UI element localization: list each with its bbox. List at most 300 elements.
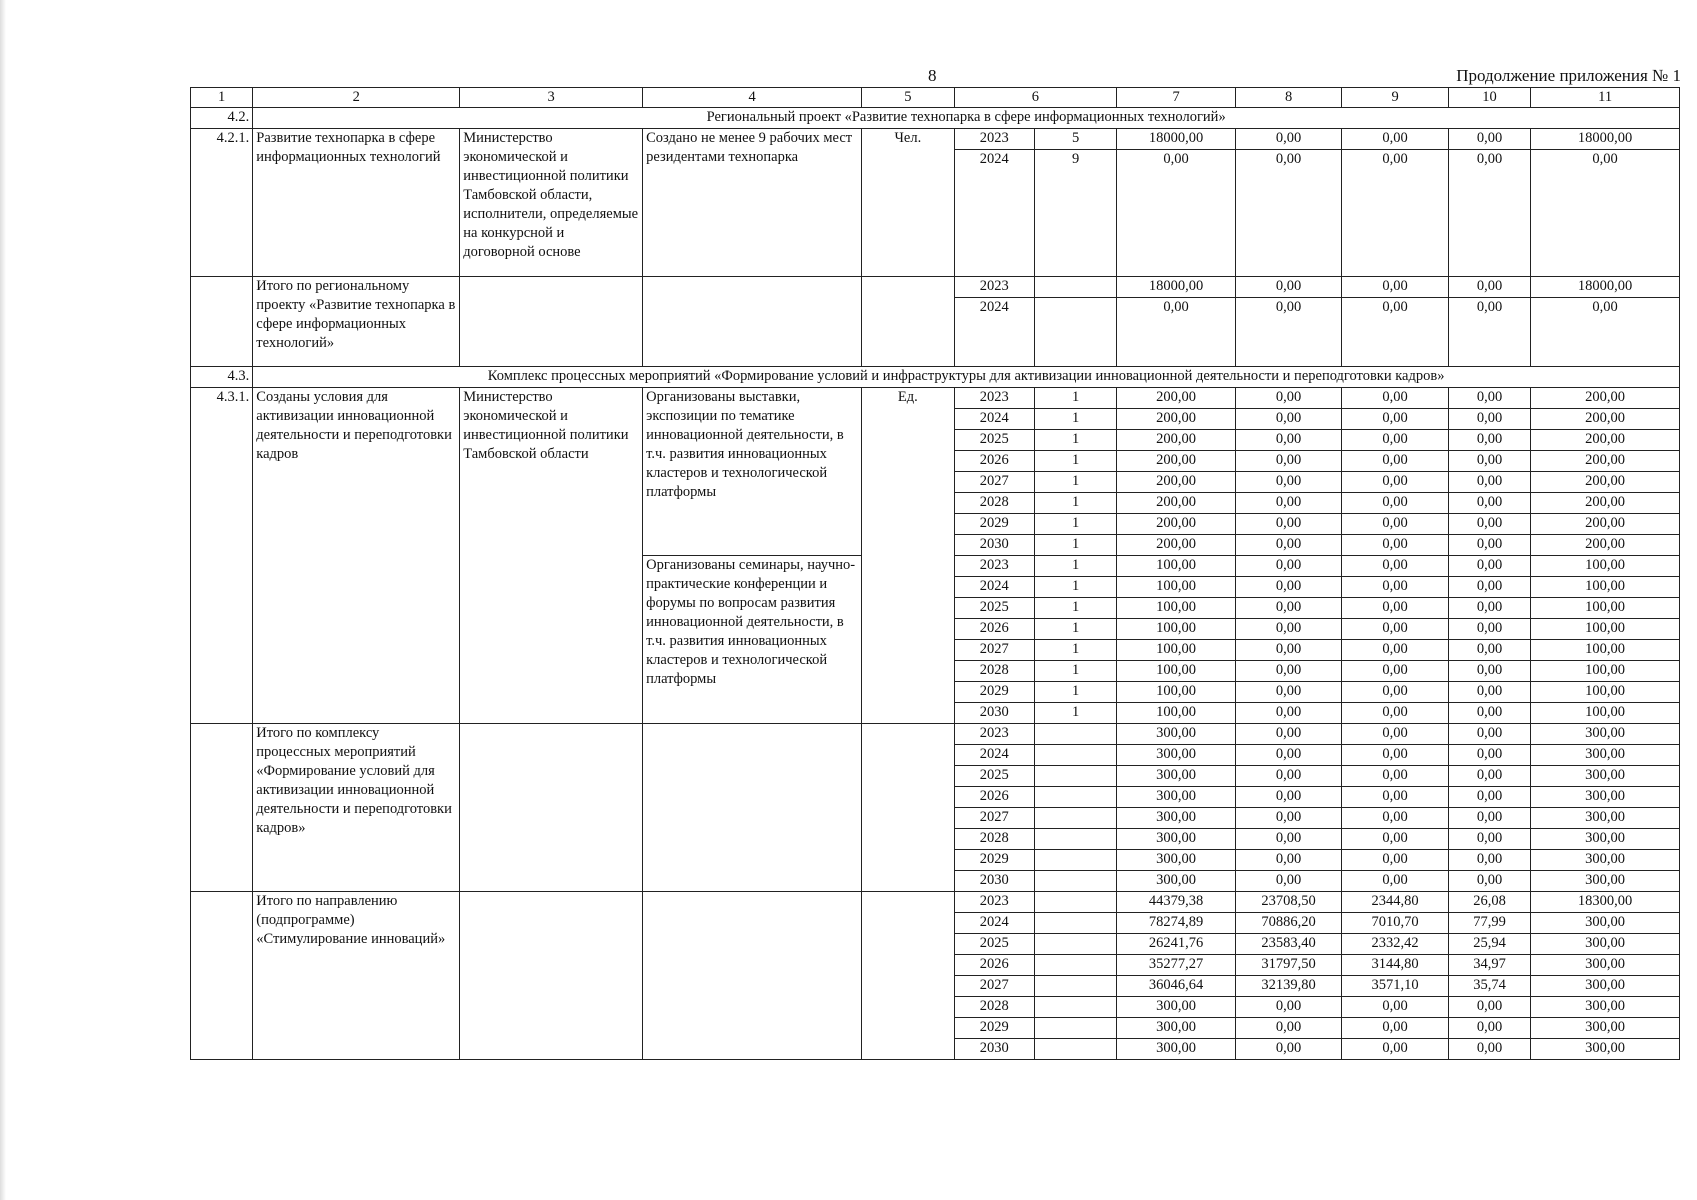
measure-name: Развитие технопарка в сфере информационных технологий [253, 129, 460, 277]
row-number: 4.3.1. [191, 388, 253, 724]
page-number: 8 [928, 66, 937, 85]
year-cell: 2024 [954, 298, 1034, 367]
indicator-value-cell: 1 [1034, 472, 1116, 493]
amount-cell: 0,00 [1448, 724, 1530, 745]
amount-cell: 0,00 [1342, 997, 1449, 1018]
amount-cell: 100,00 [1117, 640, 1236, 661]
amount-cell: 0,00 [1448, 745, 1530, 766]
amount-cell: 0,00 [1448, 451, 1530, 472]
amount-cell: 77,99 [1448, 913, 1530, 934]
amount-cell: 0,00 [1342, 150, 1449, 277]
amount-cell: 300,00 [1531, 1018, 1680, 1039]
amount-cell: 0,00 [1342, 640, 1449, 661]
amount-cell: 3144,80 [1342, 955, 1449, 976]
amount-cell: 100,00 [1117, 577, 1236, 598]
amount-cell: 0,00 [1235, 850, 1342, 871]
indicator-value-cell: 1 [1034, 556, 1116, 577]
amount-cell: 300,00 [1531, 934, 1680, 955]
amount-cell: 2344,80 [1342, 892, 1449, 913]
row-number: 4.2.1. [191, 129, 253, 277]
amount-cell: 200,00 [1117, 535, 1236, 556]
amount-cell: 0,00 [1117, 298, 1236, 367]
amount-cell: 200,00 [1531, 409, 1680, 430]
indicator-value-cell [1034, 913, 1116, 934]
amount-cell: 0,00 [1235, 619, 1342, 640]
amount-cell: 0,00 [1342, 577, 1449, 598]
indicator-value-cell [1034, 850, 1116, 871]
amount-cell: 300,00 [1531, 766, 1680, 787]
amount-cell: 0,00 [1235, 472, 1342, 493]
amount-cell: 0,00 [1448, 640, 1530, 661]
amount-cell: 0,00 [1448, 787, 1530, 808]
amount-cell: 0,00 [1342, 129, 1449, 150]
year-cell: 2028 [954, 997, 1034, 1018]
year-cell: 2029 [954, 514, 1034, 535]
amount-cell: 0,00 [1342, 598, 1449, 619]
amount-cell: 0,00 [1448, 129, 1530, 150]
amount-cell: 300,00 [1531, 955, 1680, 976]
column-header: 6 [954, 88, 1117, 108]
amount-cell: 100,00 [1117, 619, 1236, 640]
amount-cell: 35277,27 [1117, 955, 1236, 976]
amount-cell: 0,00 [1342, 298, 1449, 367]
amount-cell: 200,00 [1531, 514, 1680, 535]
amount-cell: 18300,00 [1531, 892, 1680, 913]
amount-cell: 0,00 [1342, 661, 1449, 682]
amount-cell: 0,00 [1531, 298, 1680, 367]
column-header: 3 [460, 88, 643, 108]
total-name: Итого по направлению (подпрограмме) «Стимулирование инноваций» [253, 892, 460, 1060]
amount-cell: 100,00 [1531, 703, 1680, 724]
amount-cell: 200,00 [1117, 514, 1236, 535]
executor: Министерство экономической и инвестиционной политики Тамбовской области, исполнители, определяемые на конкурсной и договорной основе [460, 129, 643, 277]
year-cell: 2024 [954, 150, 1034, 277]
amount-cell: 0,00 [1448, 766, 1530, 787]
amount-cell: 300,00 [1531, 976, 1680, 997]
year-cell: 2025 [954, 430, 1034, 451]
amount-cell: 0,00 [1342, 766, 1449, 787]
year-cell: 2025 [954, 766, 1034, 787]
amount-cell: 300,00 [1531, 787, 1680, 808]
amount-cell: 0,00 [1235, 409, 1342, 430]
section-number: 4.2. [191, 108, 253, 129]
empty-cell [643, 724, 862, 892]
amount-cell: 200,00 [1117, 409, 1236, 430]
year-cell: 2027 [954, 808, 1034, 829]
section-number: 4.3. [191, 367, 253, 388]
year-cell: 2027 [954, 640, 1034, 661]
amount-cell: 100,00 [1531, 577, 1680, 598]
indicator-value-cell: 1 [1034, 535, 1116, 556]
year-cell: 2027 [954, 472, 1034, 493]
amount-cell: 0,00 [1235, 1018, 1342, 1039]
amount-cell: 0,00 [1235, 577, 1342, 598]
amount-cell: 31797,50 [1235, 955, 1342, 976]
amount-cell: 300,00 [1117, 1039, 1236, 1060]
amount-cell: 0,00 [1448, 1018, 1530, 1039]
amount-cell: 100,00 [1531, 619, 1680, 640]
indicator-value-cell: 1 [1034, 388, 1116, 409]
amount-cell: 0,00 [1342, 808, 1449, 829]
total-row [191, 277, 1680, 298]
amount-cell: 0,00 [1342, 451, 1449, 472]
amount-cell: 0,00 [1235, 493, 1342, 514]
amount-cell: 0,00 [1448, 277, 1530, 298]
amount-cell: 0,00 [1235, 430, 1342, 451]
amount-cell: 0,00 [1448, 298, 1530, 367]
amount-cell: 300,00 [1117, 745, 1236, 766]
amount-cell: 0,00 [1448, 661, 1530, 682]
amount-cell: 23583,40 [1235, 934, 1342, 955]
measure-name: Созданы условия для активизации инновационной деятельности и переподготовки кадров [253, 388, 460, 724]
year-cell: 2026 [954, 451, 1034, 472]
amount-cell: 0,00 [1342, 409, 1449, 430]
amount-cell: 18000,00 [1117, 277, 1236, 298]
amount-cell: 0,00 [1342, 1039, 1449, 1060]
indicator-value-cell: 1 [1034, 409, 1116, 430]
amount-cell: 300,00 [1531, 871, 1680, 892]
amount-cell: 0,00 [1448, 997, 1530, 1018]
amount-cell: 300,00 [1531, 808, 1680, 829]
amount-cell: 0,00 [1235, 808, 1342, 829]
unit: Ед. [862, 388, 954, 724]
indicator-value-cell [1034, 766, 1116, 787]
amount-cell: 300,00 [1117, 1018, 1236, 1039]
amount-cell: 0,00 [1448, 850, 1530, 871]
executor: Министерство экономической и инвестиционной политики Тамбовской области [460, 388, 643, 724]
amount-cell: 26241,76 [1117, 934, 1236, 955]
year-cell: 2026 [954, 787, 1034, 808]
amount-cell: 70886,20 [1235, 913, 1342, 934]
appendix-note: Продолжение приложения № 1 [1456, 66, 1681, 85]
section-title: Комплекс процессных мероприятий «Формирование условий и инфраструктуры для активизации инновационной деятельности и переподготовки кадров» [253, 367, 1680, 388]
column-header: 8 [1235, 88, 1342, 108]
amount-cell: 3571,10 [1342, 976, 1449, 997]
column-header: 7 [1117, 88, 1236, 108]
amount-cell: 0,00 [1448, 556, 1530, 577]
amount-cell: 0,00 [1235, 556, 1342, 577]
empty-cell [643, 277, 862, 367]
amount-cell: 100,00 [1531, 640, 1680, 661]
year-cell: 2023 [954, 724, 1034, 745]
empty-cell [862, 277, 954, 367]
amount-cell: 100,00 [1117, 661, 1236, 682]
indicator-value-cell: 1 [1034, 619, 1116, 640]
amount-cell: 300,00 [1117, 787, 1236, 808]
indicator-value-cell [1034, 892, 1116, 913]
empty-cell [460, 892, 643, 1060]
year-cell: 2029 [954, 1018, 1034, 1039]
amount-cell: 0,00 [1448, 514, 1530, 535]
amount-cell: 0,00 [1235, 724, 1342, 745]
amount-cell: 100,00 [1117, 682, 1236, 703]
amount-cell: 0,00 [1342, 871, 1449, 892]
year-cell: 2026 [954, 619, 1034, 640]
amount-cell: 200,00 [1117, 493, 1236, 514]
budget-table [190, 87, 1680, 1060]
amount-cell: 100,00 [1531, 556, 1680, 577]
amount-cell: 0,00 [1531, 150, 1680, 277]
amount-cell: 0,00 [1235, 997, 1342, 1018]
indicator-value-cell: 1 [1034, 514, 1116, 535]
amount-cell: 0,00 [1448, 808, 1530, 829]
amount-cell: 0,00 [1235, 514, 1342, 535]
amount-cell: 0,00 [1235, 1039, 1342, 1060]
amount-cell: 0,00 [1342, 556, 1449, 577]
amount-cell: 0,00 [1448, 493, 1530, 514]
year-cell: 2023 [954, 129, 1034, 150]
year-cell: 2026 [954, 955, 1034, 976]
amount-cell: 300,00 [1531, 724, 1680, 745]
amount-cell: 0,00 [1235, 829, 1342, 850]
indicator-value-cell [1034, 871, 1116, 892]
amount-cell: 200,00 [1531, 388, 1680, 409]
amount-cell: 200,00 [1117, 472, 1236, 493]
indicator-value-cell: 9 [1034, 150, 1116, 277]
amount-cell: 0,00 [1235, 150, 1342, 277]
empty-cell [191, 892, 253, 1060]
unit: Чел. [862, 129, 954, 277]
amount-cell: 18000,00 [1531, 277, 1680, 298]
column-header: 2 [253, 88, 460, 108]
amount-cell: 0,00 [1448, 1039, 1530, 1060]
amount-cell: 0,00 [1235, 277, 1342, 298]
amount-cell: 300,00 [1117, 850, 1236, 871]
indicator-value-cell: 1 [1034, 703, 1116, 724]
table-body [191, 88, 1680, 1060]
amount-cell: 0,00 [1342, 682, 1449, 703]
column-header: 9 [1342, 88, 1449, 108]
indicator-value-cell: 1 [1034, 577, 1116, 598]
indicator-value-cell [1034, 298, 1116, 367]
indicator-value-cell: 1 [1034, 493, 1116, 514]
year-cell: 2024 [954, 745, 1034, 766]
empty-cell [191, 724, 253, 892]
amount-cell: 0,00 [1235, 787, 1342, 808]
amount-cell: 0,00 [1342, 514, 1449, 535]
year-cell: 2023 [954, 556, 1034, 577]
amount-cell: 200,00 [1531, 430, 1680, 451]
amount-cell: 0,00 [1448, 619, 1530, 640]
amount-cell: 0,00 [1235, 871, 1342, 892]
amount-cell: 2332,42 [1342, 934, 1449, 955]
amount-cell: 0,00 [1342, 829, 1449, 850]
amount-cell: 200,00 [1531, 451, 1680, 472]
amount-cell: 0,00 [1448, 598, 1530, 619]
indicator-value-cell [1034, 829, 1116, 850]
indicator-value-cell [1034, 745, 1116, 766]
amount-cell: 300,00 [1531, 850, 1680, 871]
amount-cell: 0,00 [1235, 298, 1342, 367]
amount-cell: 300,00 [1531, 913, 1680, 934]
amount-cell: 7010,70 [1342, 913, 1449, 934]
amount-cell: 0,00 [1342, 535, 1449, 556]
indicator-value-cell: 1 [1034, 598, 1116, 619]
amount-cell: 0,00 [1342, 493, 1449, 514]
column-header: 10 [1448, 88, 1530, 108]
amount-cell: 0,00 [1342, 703, 1449, 724]
amount-cell: 0,00 [1448, 703, 1530, 724]
indicator-value-cell: 1 [1034, 451, 1116, 472]
amount-cell: 0,00 [1448, 577, 1530, 598]
indicator-value-cell [1034, 787, 1116, 808]
scan-edge [0, 0, 6, 1200]
amount-cell: 0,00 [1342, 472, 1449, 493]
indicator-value-cell [1034, 277, 1116, 298]
year-cell: 2027 [954, 976, 1034, 997]
amount-cell: 26,08 [1448, 892, 1530, 913]
amount-cell: 300,00 [1531, 745, 1680, 766]
indicator-value-cell: 1 [1034, 640, 1116, 661]
column-header: 11 [1531, 88, 1680, 108]
column-header: 4 [643, 88, 862, 108]
section-row [191, 367, 1680, 388]
indicator-value-cell: 1 [1034, 661, 1116, 682]
amount-cell: 0,00 [1342, 850, 1449, 871]
amount-cell: 300,00 [1531, 997, 1680, 1018]
year-cell: 2030 [954, 871, 1034, 892]
amount-cell: 300,00 [1117, 997, 1236, 1018]
indicator: Создано не менее 9 рабочих мест резидентами технопарка [643, 129, 862, 277]
amount-cell: 300,00 [1117, 829, 1236, 850]
amount-cell: 0,00 [1342, 430, 1449, 451]
amount-cell: 300,00 [1117, 766, 1236, 787]
amount-cell: 0,00 [1448, 430, 1530, 451]
indicator-value-cell [1034, 934, 1116, 955]
amount-cell: 32139,80 [1235, 976, 1342, 997]
amount-cell: 100,00 [1531, 598, 1680, 619]
amount-cell: 200,00 [1531, 493, 1680, 514]
indicator-value-cell [1034, 997, 1116, 1018]
amount-cell: 0,00 [1235, 703, 1342, 724]
empty-cell [862, 892, 954, 1060]
amount-cell: 0,00 [1448, 829, 1530, 850]
amount-cell: 200,00 [1117, 388, 1236, 409]
amount-cell: 100,00 [1531, 682, 1680, 703]
amount-cell: 300,00 [1117, 724, 1236, 745]
amount-cell: 300,00 [1117, 808, 1236, 829]
year-cell: 2025 [954, 598, 1034, 619]
year-cell: 2024 [954, 409, 1034, 430]
indicator-value-cell [1034, 1018, 1116, 1039]
empty-cell [460, 277, 643, 367]
amount-cell: 0,00 [1342, 745, 1449, 766]
empty-cell [643, 892, 862, 1060]
data-row [191, 129, 1680, 150]
header-row [191, 88, 1680, 108]
amount-cell: 0,00 [1235, 766, 1342, 787]
year-cell: 2024 [954, 577, 1034, 598]
year-cell: 2028 [954, 829, 1034, 850]
amount-cell: 200,00 [1531, 472, 1680, 493]
section-row [191, 108, 1680, 129]
year-cell: 2029 [954, 682, 1034, 703]
amount-cell: 0,00 [1235, 451, 1342, 472]
amount-cell: 18000,00 [1531, 129, 1680, 150]
amount-cell: 300,00 [1117, 871, 1236, 892]
column-header: 1 [191, 88, 253, 108]
indicator-value-cell [1034, 808, 1116, 829]
amount-cell: 0,00 [1235, 598, 1342, 619]
amount-cell: 0,00 [1235, 388, 1342, 409]
indicator-value-cell [1034, 976, 1116, 997]
amount-cell: 18000,00 [1117, 129, 1236, 150]
amount-cell: 0,00 [1342, 787, 1449, 808]
amount-cell: 0,00 [1342, 277, 1449, 298]
year-cell: 2023 [954, 892, 1034, 913]
year-cell: 2030 [954, 535, 1034, 556]
year-cell: 2030 [954, 1039, 1034, 1060]
total-row [191, 724, 1680, 745]
indicator: Организованы выставки, экспозиции по тематике инновационной деятельности, в т.ч. развития инновационных кластеров и технологической платформы [643, 388, 862, 556]
amount-cell: 0,00 [1342, 1018, 1449, 1039]
year-cell: 2029 [954, 850, 1034, 871]
amount-cell: 36046,64 [1117, 976, 1236, 997]
amount-cell: 34,97 [1448, 955, 1530, 976]
column-header: 5 [862, 88, 954, 108]
total-row [191, 892, 1680, 913]
amount-cell: 200,00 [1531, 535, 1680, 556]
year-cell: 2028 [954, 493, 1034, 514]
year-cell: 2028 [954, 661, 1034, 682]
amount-cell: 300,00 [1531, 1039, 1680, 1060]
amount-cell: 0,00 [1235, 535, 1342, 556]
amount-cell: 0,00 [1448, 682, 1530, 703]
amount-cell: 0,00 [1342, 724, 1449, 745]
indicator: Организованы семинары, научно-практические конференции и форумы по вопросам развития инновационной деятельности, в т.ч. развития инновационных кластеров и технологической платформы [643, 556, 862, 724]
year-cell: 2023 [954, 277, 1034, 298]
amount-cell: 0,00 [1448, 535, 1530, 556]
amount-cell: 0,00 [1235, 640, 1342, 661]
amount-cell: 0,00 [1448, 150, 1530, 277]
indicator-value-cell [1034, 955, 1116, 976]
amount-cell: 0,00 [1235, 129, 1342, 150]
amount-cell: 78274,89 [1117, 913, 1236, 934]
amount-cell: 200,00 [1117, 451, 1236, 472]
indicator-value-cell: 5 [1034, 129, 1116, 150]
total-name: Итого по комплексу процессных мероприятий «Формирование условий для активизации инновационной деятельности и переподготовки кадров» [253, 724, 460, 892]
indicator-value-cell [1034, 1039, 1116, 1060]
amount-cell: 100,00 [1117, 703, 1236, 724]
amount-cell: 300,00 [1531, 829, 1680, 850]
amount-cell: 0,00 [1235, 661, 1342, 682]
amount-cell: 0,00 [1342, 619, 1449, 640]
amount-cell: 100,00 [1531, 661, 1680, 682]
year-cell: 2025 [954, 934, 1034, 955]
amount-cell: 0,00 [1448, 472, 1530, 493]
amount-cell: 0,00 [1235, 745, 1342, 766]
indicator-value-cell [1034, 724, 1116, 745]
empty-cell [191, 277, 253, 367]
indicator-value-cell: 1 [1034, 682, 1116, 703]
amount-cell: 0,00 [1235, 682, 1342, 703]
amount-cell: 0,00 [1448, 388, 1530, 409]
amount-cell: 200,00 [1117, 430, 1236, 451]
amount-cell: 23708,50 [1235, 892, 1342, 913]
data-row [191, 388, 1680, 409]
year-cell: 2023 [954, 388, 1034, 409]
section-title: Региональный проект «Развитие технопарка в сфере информационных технологий» [253, 108, 1680, 129]
indicator-value-cell: 1 [1034, 430, 1116, 451]
amount-cell: 25,94 [1448, 934, 1530, 955]
year-cell: 2030 [954, 703, 1034, 724]
year-cell: 2024 [954, 913, 1034, 934]
total-name: Итого по региональному проекту «Развитие технопарка в сфере информационных технологий» [253, 277, 460, 367]
amount-cell: 0,00 [1117, 150, 1236, 277]
amount-cell: 100,00 [1117, 556, 1236, 577]
amount-cell: 0,00 [1448, 871, 1530, 892]
amount-cell: 100,00 [1117, 598, 1236, 619]
